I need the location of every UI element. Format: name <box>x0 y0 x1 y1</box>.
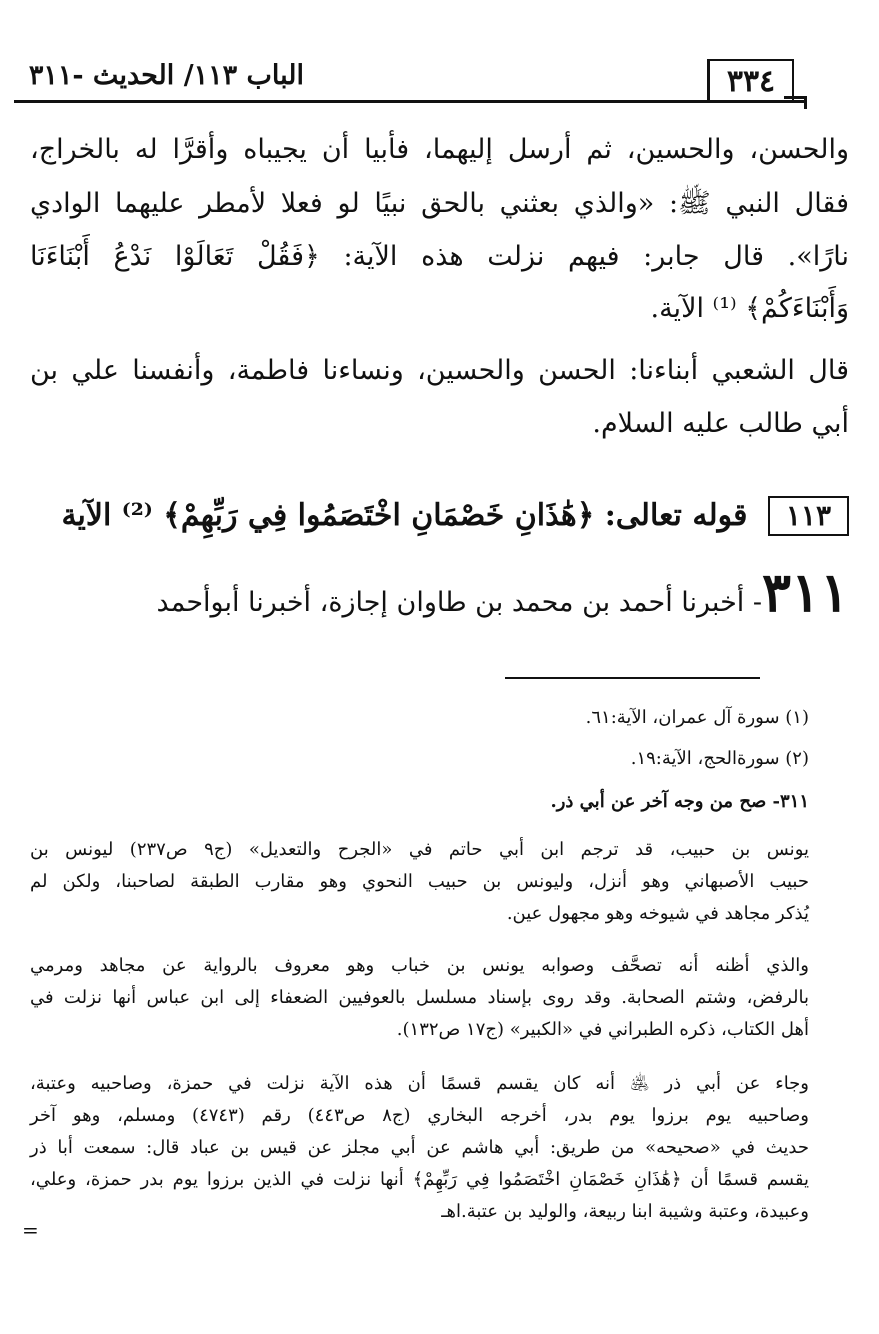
commentary-line: وصاحبيه يوم برزوا يوم بدر، أخرجه البخاري (ج٨ ص٤٤٣) رقم (٤٧٤٣) ومسلم، وهو آخر <box>30 1105 810 1126</box>
page-number: ٣٣٤ <box>707 59 794 103</box>
commentary-line: حبيب الأصبهاني وهو أنزل، وليونس بن حبيب النحوي وهو مقارب الطبقة لصاحبنا، ولكن لم <box>30 871 809 892</box>
commentary-line: يونس بن حبيب، قد ترجم ابن أبي حاتم في «الجرح والتعديل» (ج٩ ص٢٣٧) ليونس بن <box>30 839 809 860</box>
hadith-number: ٣١١ <box>761 560 849 624</box>
margin-mark: = <box>22 1218 39 1242</box>
commentary-line: أهل الكتاب، ذكره الطبراني في «الكبير» (ج١٧ ص١٣٢). <box>396 1019 809 1040</box>
commentary-line: بالرفض، وشتم الصحابة. وقد روى بإسناد مسلسل بالعوفيين الضعفاء إلى ابن عباس أنها نزلت في <box>30 987 809 1008</box>
header-rule <box>14 100 807 103</box>
hadith-line <box>30 560 849 635</box>
main-text-line: فقال النبي ﷺ: «والذي بعثني بالحق نبيًا لو فعلا لأمطر عليهما الوادي <box>30 188 849 219</box>
chapter-heading <box>30 496 849 536</box>
main-text-line: والحسن، والحسين، ثم أرسل إليهما، فأبيا أن يجيباه وأقرَّا له بالخراج، <box>30 134 849 165</box>
hadith-text: - أخبرنا أحمد بن محمد بن طاوان إجازة، أخبرنا أبوأحمد <box>156 587 762 618</box>
commentary-line: والذي أظنه أنه تصحَّف وصوابه يونس بن خباب وهو معروف بالرواية عن مجاهد ومرمي <box>30 955 809 976</box>
header-rule-tick <box>784 96 807 109</box>
main-text-line: نارًا». قال جابر: فيهم نزلت هذه الآية: ﴿فَقُلْ تَعَالَوْا نَدْعُ أَبْنَاءَنَا <box>30 241 849 272</box>
commentary-line: وجاء عن أبي ذر ﵁ أنه كان يقسم قسمًا أن هذه الآية نزلت في حمزة، وصاحبيه وعتبة، <box>30 1073 809 1094</box>
chapter-number-box: ١١٣ <box>768 496 849 536</box>
main-text-line: وَأَبْنَاءَكُمْ﴾ ⁽¹⁾ الآية. <box>650 293 849 324</box>
commentary-line: وعبيدة، وعتبة وشيبة ابنا ربيعة، والوليد بن عتبة.اهـ <box>441 1201 809 1222</box>
footnote-1: (١) سورة آل عمران، الآية:٦١. <box>585 707 809 728</box>
footnote-separator <box>505 677 760 679</box>
chapter-verse: قوله تعالى: ﴿هَٰذَانِ خَصْمَانِ اخْتَصَمُوا فِي رَبِّهِمْ﴾ ⁽²⁾ الآية <box>61 498 748 533</box>
commentary-line: حديث في «صحيحه» من طريق: أبي هاشم عن أبي مجلز عن قيس بن عباد قال: سمعت أبا ذر <box>30 1137 809 1158</box>
footnote-hadith-311: ٣١١- صح من وجه آخر عن أبي ذر. <box>550 791 809 812</box>
running-header-title: الباب ١١٣/ الحديث -٣١١ <box>28 60 304 91</box>
shabi-text-line: أبي طالب عليه السلام. <box>592 408 849 439</box>
shabi-text-line: قال الشعبي أبناءنا: الحسن والحسين، ونساءنا فاطمة، وأنفسنا علي بن <box>30 355 849 386</box>
commentary-line: يُذكر مجاهد في شيوخه وهو مجهول عين. <box>506 903 809 924</box>
commentary-line: يقسم قسمًا أن ﴿هَٰذَانِ خَصْمَانِ اخْتَصَمُوا فِي رَبِّهِمْ﴾ أنها نزلت في الذين برزوا يوم بدر حمزة، وعلي، <box>30 1169 809 1190</box>
footnote-2: (٢) سورةالحج، الآية:١٩. <box>630 748 809 769</box>
